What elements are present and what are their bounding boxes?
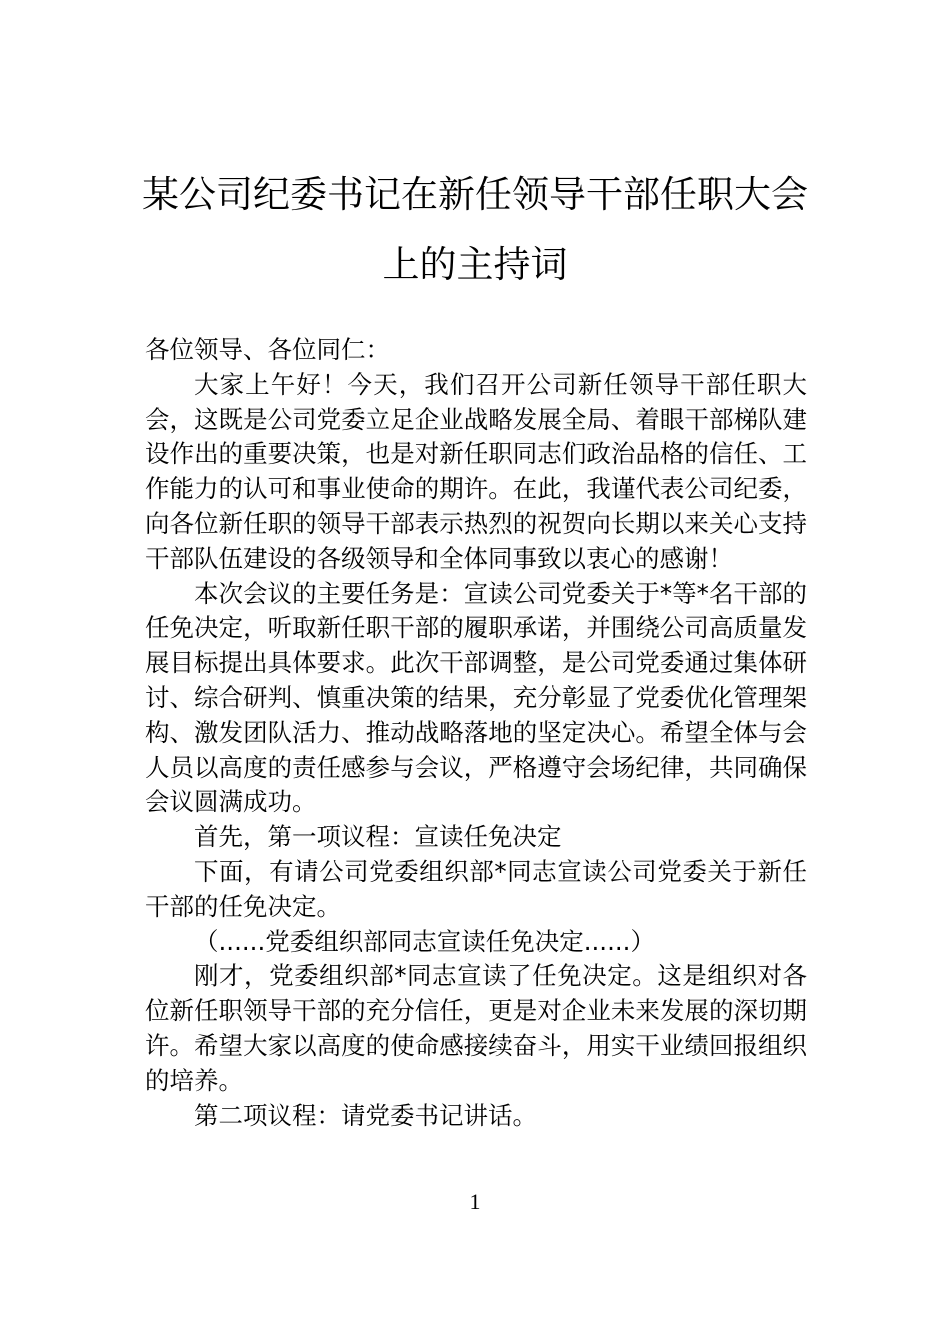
paragraph-opening: 大家上午好！今天，我们召开公司新任领导干部任职大会，这既是公司党委立足企业战略发展全局、着眼干部梯队建设作出的重要决策，也是对新任职同志们政治品格的信任、工作能力的认可和事业使命的期许。在此，我谨代表公司纪委，向各位新任职的领导干部表示热烈的祝贺向长期以来关心支持干部队伍建设的各级领导和全体同事致以衷心的感谢！ — [145, 369, 807, 573]
paragraph-meeting-tasks: 本次会议的主要任务是：宣读公司党委关于*等*名干部的任免决定，听取新任职干部的履职承诺，并围绕公司高质量发展目标提出具体要求。此次干部调整，是公司党委通过集体研讨、综合研判、慎重决策的结果，充分彰显了党委优化管理架构、激发团队活力、推动战略落地的坚定决心。希望全体与会人员以高度的责任感参与会议，严格遵守会场纪律，共同确保会议圆满成功。 — [145, 578, 807, 817]
page-number: 1 — [469, 1189, 481, 1214]
document-body — [145, 333, 807, 1133]
paragraph-stage-note: （......党委组织部同志宣读任免决定......） — [194, 926, 655, 956]
paragraph-agenda-item-1: 首先，第一项议程：宣读任免决定 — [194, 822, 562, 852]
document-title-line-2: 上的主持词 — [382, 243, 568, 286]
paragraph-invite-reading: 下面，有请公司党委组织部*同志宣读公司党委关于新任干部的任免决定。 — [145, 856, 807, 921]
document-title-line-1: 某公司纪委书记在新任领导干部任职大会 — [142, 173, 808, 216]
paragraph-agenda-item-2: 第二项议程：请党委书记讲话。 — [194, 1100, 537, 1130]
salutation: 各位领导、各位同仁： — [145, 335, 390, 364]
paragraph-after-reading: 刚才，党委组织部*同志宣读了任免决定。这是组织对各位新任职领导干部的充分信任，更是对企业未来发展的深切期许。希望大家以高度的使命感接续奋斗，用实干业绩回报组织的培养。 — [145, 961, 807, 1095]
